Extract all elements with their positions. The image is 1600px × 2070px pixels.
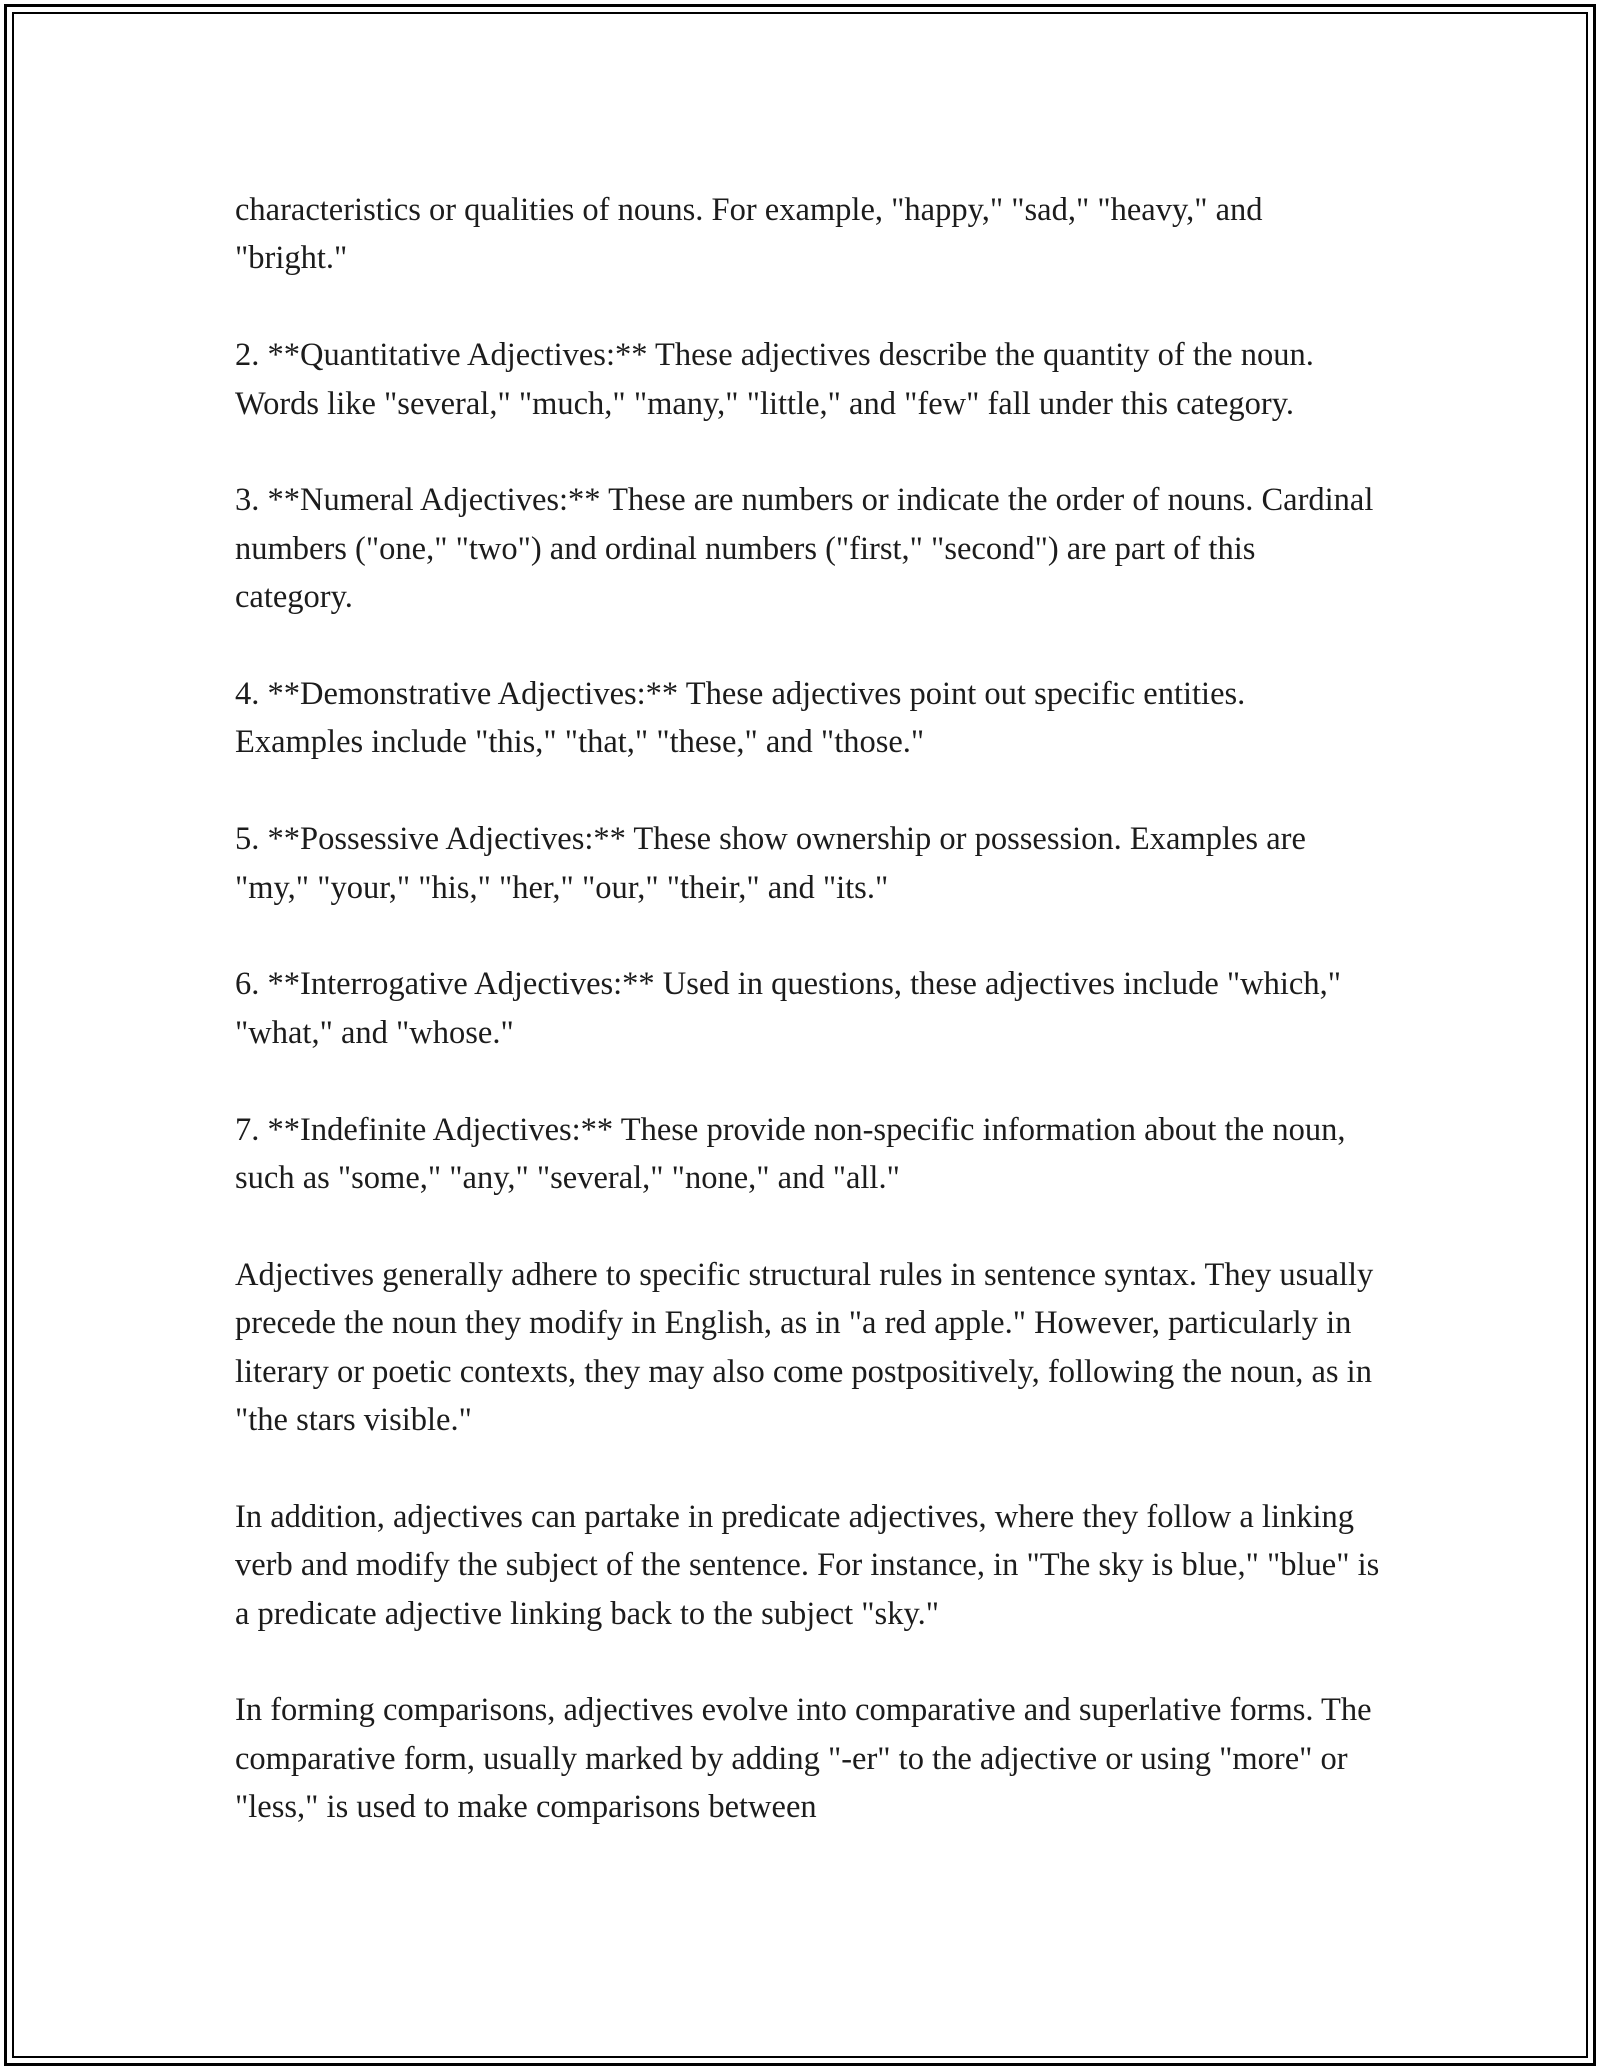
paragraph-adjective-qualities: characteristics or qualities of nouns. For example, "happy," "sad," "heavy," and "bright." bbox=[235, 192, 1263, 277]
paragraph-structural-rules: Adjectives generally adhere to specific structural rules in sentence syntax. They usually precede the noun they modify in English, as in "a red apple." However, particularly in literary or poetic contexts, they may also come postpositively, following the noun, as in "the stars visible." bbox=[235, 1256, 1374, 1439]
paragraph-interrogative-adjectives: 6. **Interrogative Adjectives:** Used in questions, these adjectives include "which," "what," and "whose." bbox=[235, 966, 1341, 1051]
document-body bbox=[235, 186, 1380, 1832]
paragraph-quantitative-adjectives: 2. **Quantitative Adjectives:** These adjectives describe the quantity of the noun. Words like "several," "much," "many," "little," and "few" fall under this category. bbox=[235, 337, 1314, 422]
paragraph-numeral-adjectives: 3. **Numeral Adjectives:** These are numbers or indicate the order of nouns. Cardinal numbers ("one," "two") and ordinal numbers ("first," "second") are part of this category. bbox=[235, 482, 1374, 616]
paragraph-predicate-adjectives: In addition, adjectives can partake in predicate adjectives, where they follow a linking verb and modify the subject of the sentence. For instance, in "The sky is blue," "blue" is a predicate adjective linking back to the subject "sky." bbox=[235, 1498, 1380, 1632]
paragraph-possessive-adjectives: 5. **Possessive Adjectives:** These show ownership or possession. Examples are "my," "your," "his," "her," "our," "their," and "its." bbox=[235, 821, 1306, 906]
paragraph-demonstrative-adjectives: 4. **Demonstrative Adjectives:** These adjectives point out specific entities. Examples include "this," "that," "these," and "those." bbox=[235, 676, 1246, 761]
paragraph-comparisons: In forming comparisons, adjectives evolve into comparative and superlative forms. The comparative form, usually marked by adding "-er" to the adjective or using "more" or "less," is used to make comparisons between bbox=[235, 1692, 1372, 1826]
paragraph-indefinite-adjectives: 7. **Indefinite Adjectives:** These provide non-specific information about the noun, such as "some," "any," "several," "none," and "all." bbox=[235, 1111, 1346, 1197]
